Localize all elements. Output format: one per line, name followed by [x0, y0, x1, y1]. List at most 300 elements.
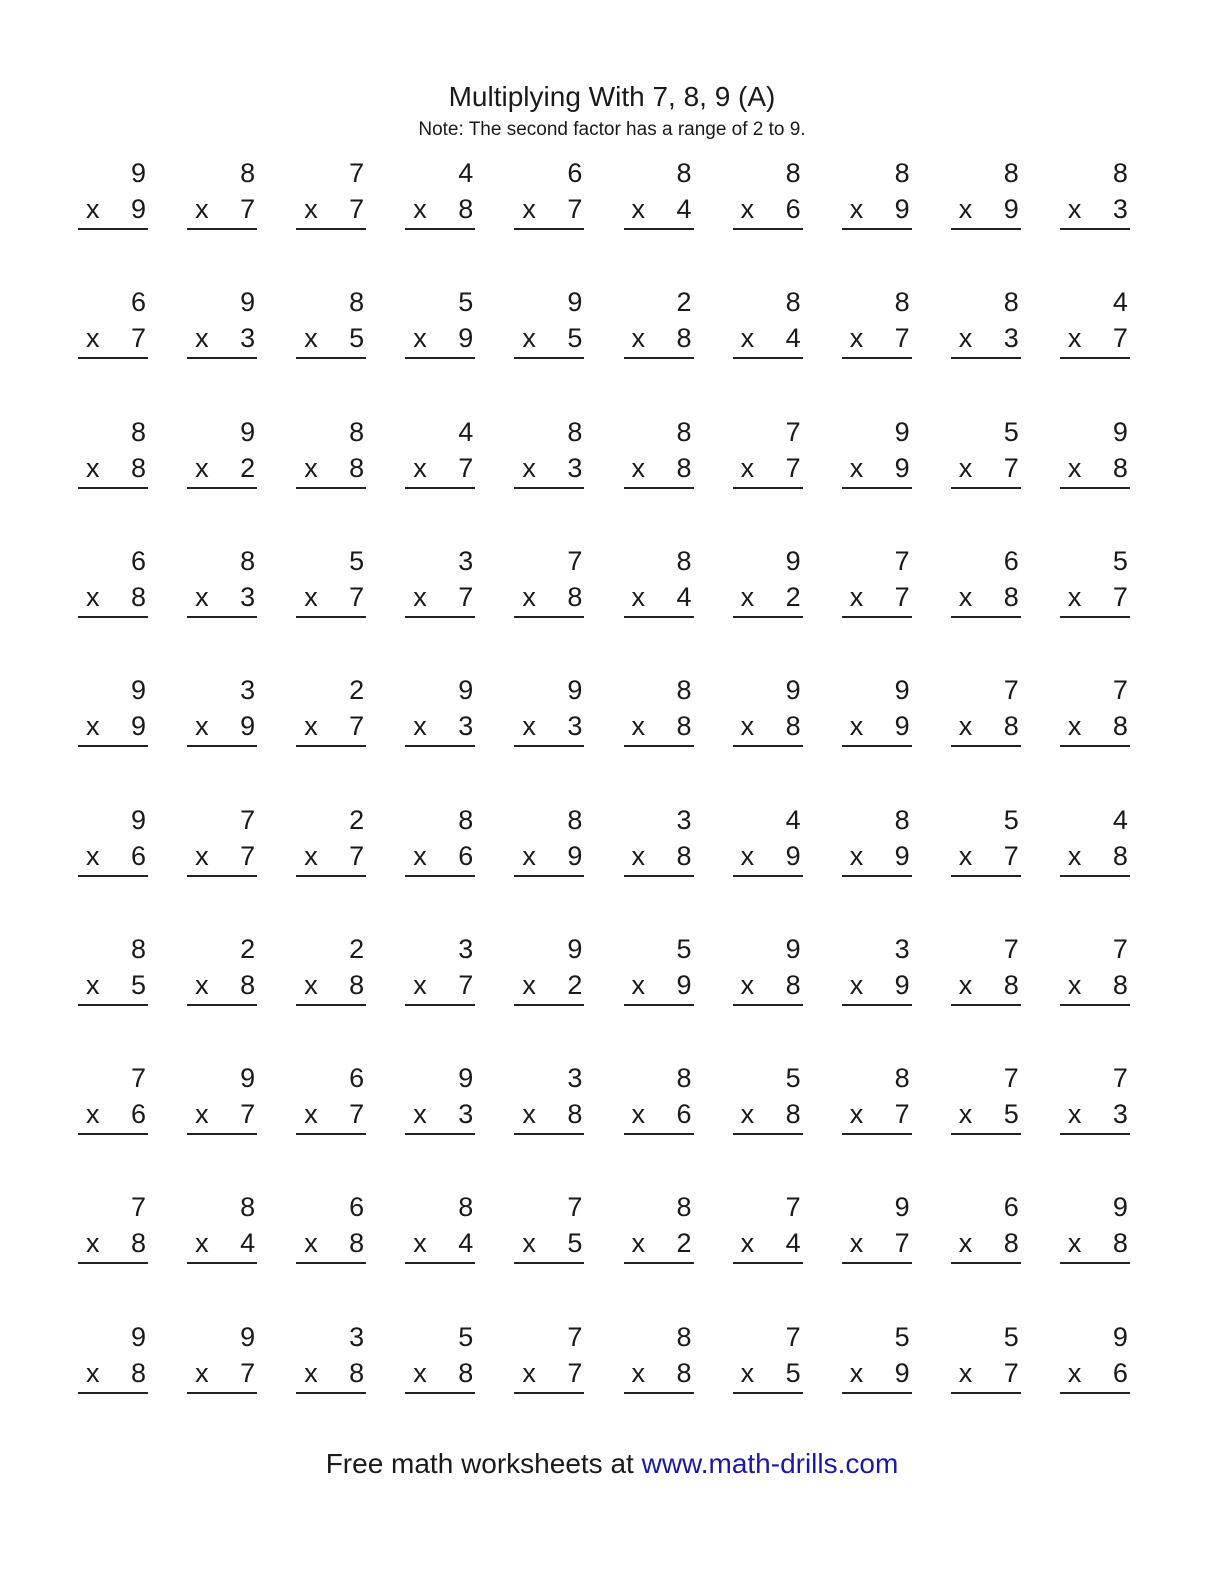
- second-factor-line: [296, 194, 366, 230]
- multiply-sign: x: [86, 1099, 100, 1130]
- problem: [842, 287, 912, 367]
- second-factor-line: [733, 1228, 803, 1264]
- problem: [733, 158, 803, 238]
- multiply-sign: x: [195, 452, 209, 483]
- multiply-sign: x: [849, 581, 864, 612]
- second-factor-line: [514, 194, 584, 230]
- problem: [187, 675, 257, 755]
- problem: [187, 546, 257, 626]
- first-factor: 7: [1112, 1063, 1128, 1094]
- first-factor: 5: [1003, 1321, 1019, 1352]
- first-factor: 8: [567, 804, 583, 835]
- problem: [78, 1063, 148, 1143]
- problem: [514, 417, 584, 497]
- multiply-sign: x: [1067, 1228, 1082, 1259]
- second-factor-line: [1060, 453, 1130, 489]
- second-factor-line: [187, 453, 257, 489]
- problem: [187, 287, 257, 367]
- first-factor: 8: [1112, 158, 1128, 188]
- problem: [514, 675, 584, 755]
- second-factor: 7: [567, 1357, 583, 1388]
- second-factor-line: [187, 841, 257, 877]
- second-factor: 8: [1112, 840, 1128, 871]
- multiply-sign: x: [304, 194, 318, 224]
- second-factor-line: [296, 970, 366, 1006]
- second-factor-line: [951, 323, 1021, 359]
- multiply-sign: x: [195, 1357, 209, 1388]
- problem: [187, 1063, 257, 1143]
- problem: [78, 1322, 148, 1402]
- multiply-sign: x: [413, 323, 427, 354]
- multiply-sign: x: [849, 1357, 864, 1388]
- second-factor-line: [514, 453, 584, 489]
- multiply-sign: x: [195, 581, 209, 612]
- problem: [78, 934, 148, 1014]
- second-factor-line: [296, 323, 366, 359]
- first-factor: 8: [676, 1192, 692, 1223]
- second-factor: 5: [785, 1357, 801, 1388]
- problem: [187, 417, 257, 497]
- problem: [842, 417, 912, 497]
- problem: [951, 1063, 1021, 1143]
- multiply-sign: x: [849, 194, 864, 224]
- multiply-sign: x: [195, 969, 209, 1000]
- first-factor: 8: [676, 416, 692, 447]
- first-factor: 8: [676, 1063, 692, 1094]
- second-factor: 7: [349, 711, 365, 742]
- problem: [1060, 934, 1130, 1014]
- problem: [624, 1063, 694, 1143]
- second-factor: 8: [1003, 711, 1019, 742]
- multiply-sign: x: [631, 840, 645, 871]
- second-factor-line: [624, 194, 694, 230]
- first-factor: 8: [676, 545, 692, 576]
- second-factor-line: [296, 1099, 366, 1135]
- problem: [733, 1192, 803, 1272]
- second-factor-line: [1060, 970, 1130, 1006]
- multiply-sign: x: [1067, 1357, 1082, 1388]
- multiply-sign: x: [522, 581, 536, 612]
- problem: [405, 287, 475, 367]
- problem: [624, 417, 694, 497]
- problem: [951, 805, 1021, 885]
- first-factor: 8: [894, 804, 910, 835]
- second-factor-line: [296, 841, 366, 877]
- problem: [1060, 158, 1130, 238]
- second-factor-line: [842, 453, 912, 489]
- first-factor: 9: [240, 416, 256, 447]
- first-factor: 7: [785, 416, 801, 447]
- multiply-sign: x: [740, 452, 755, 483]
- second-factor: 8: [1112, 711, 1128, 742]
- multiply-sign: x: [631, 1228, 645, 1259]
- multiply-sign: x: [522, 1228, 536, 1259]
- multiply-sign: x: [1067, 1099, 1082, 1130]
- problem: [78, 158, 148, 238]
- problem: [296, 1192, 366, 1272]
- first-factor: 8: [240, 545, 256, 576]
- first-factor: 8: [458, 1192, 474, 1223]
- problem: [842, 934, 912, 1014]
- first-factor: 9: [567, 933, 583, 964]
- second-factor-line: [514, 711, 584, 747]
- second-factor: 7: [458, 581, 474, 612]
- first-factor: 9: [894, 416, 910, 447]
- problem: [405, 1192, 475, 1272]
- page-title: Multiplying With 7, 8, 9 (A): [448, 81, 776, 112]
- first-factor: 9: [1112, 1321, 1128, 1352]
- first-factor: 6: [1003, 1192, 1019, 1223]
- second-factor: 3: [240, 581, 256, 612]
- first-factor: 9: [130, 675, 146, 706]
- second-factor-line: [951, 453, 1021, 489]
- multiply-sign: x: [740, 711, 755, 742]
- problem: [842, 805, 912, 885]
- second-factor: 9: [785, 840, 801, 871]
- footer-link[interactable]: www.math-drills.com: [641, 1448, 899, 1479]
- multiply-sign: x: [740, 1357, 755, 1388]
- multiply-sign: x: [958, 840, 973, 871]
- second-factor: 2: [240, 452, 256, 483]
- first-factor: 9: [894, 675, 910, 706]
- second-factor: 8: [1112, 969, 1128, 1000]
- second-factor: 7: [349, 581, 365, 612]
- second-factor: 8: [1112, 452, 1128, 483]
- second-factor-line: [951, 1099, 1021, 1135]
- multiply-sign: x: [195, 840, 209, 871]
- second-factor-line: [78, 194, 148, 230]
- second-factor: 9: [240, 711, 256, 742]
- second-factor: 7: [458, 452, 474, 483]
- second-factor-line: [842, 1228, 912, 1264]
- second-factor: 9: [130, 711, 146, 742]
- problem: [733, 1322, 803, 1402]
- problem: [514, 158, 584, 238]
- problem: [78, 417, 148, 497]
- second-factor: 6: [130, 840, 146, 871]
- first-factor: 2: [676, 287, 692, 318]
- problem: [951, 934, 1021, 1014]
- second-factor-line: [296, 1228, 366, 1264]
- second-factor: 3: [1003, 323, 1019, 354]
- first-factor: 2: [349, 933, 365, 964]
- first-factor: 8: [894, 287, 910, 318]
- second-factor-line: [842, 711, 912, 747]
- first-factor: 9: [567, 675, 583, 706]
- second-factor: 8: [567, 581, 583, 612]
- first-factor: 8: [894, 1063, 910, 1094]
- problem: [405, 417, 475, 497]
- second-factor: 8: [349, 1228, 365, 1259]
- second-factor-line: [951, 841, 1021, 877]
- problem: [187, 1322, 257, 1402]
- problem: [842, 158, 912, 238]
- multiply-sign: x: [849, 840, 864, 871]
- multiply-sign: x: [195, 711, 209, 742]
- first-factor: 7: [785, 1321, 801, 1352]
- multiply-sign: x: [740, 194, 755, 224]
- second-factor-line: [78, 711, 148, 747]
- problem: [405, 934, 475, 1014]
- second-factor-line: [624, 453, 694, 489]
- first-factor: 8: [785, 158, 801, 188]
- multiply-sign: x: [86, 194, 100, 224]
- second-factor: 8: [676, 840, 692, 871]
- problem: [624, 158, 694, 238]
- problem: [296, 805, 366, 885]
- first-factor: 9: [130, 1321, 146, 1352]
- multiply-sign: x: [304, 323, 318, 354]
- first-factor: 9: [785, 933, 801, 964]
- problem: [296, 1322, 366, 1402]
- second-factor: 8: [349, 452, 365, 483]
- first-factor: 5: [349, 545, 365, 576]
- problem: [405, 158, 475, 238]
- problem: [624, 805, 694, 885]
- second-factor: 7: [349, 194, 365, 224]
- second-factor-line: [733, 1358, 803, 1394]
- second-factor: 7: [240, 840, 256, 871]
- problem: [1060, 417, 1130, 497]
- first-factor: 5: [894, 1321, 910, 1352]
- second-factor-line: [405, 841, 475, 877]
- second-factor: 6: [676, 1099, 692, 1130]
- second-factor-line: [405, 453, 475, 489]
- second-factor: 9: [676, 969, 692, 1000]
- multiply-sign: x: [522, 840, 536, 871]
- second-factor-line: [624, 323, 694, 359]
- multiply-sign: x: [413, 1357, 427, 1388]
- second-factor-line: [405, 323, 475, 359]
- second-factor-line: [733, 582, 803, 618]
- first-factor: 7: [1003, 675, 1019, 706]
- multiply-sign: x: [413, 711, 427, 742]
- second-factor-line: [78, 1099, 148, 1135]
- multiply-sign: x: [1067, 452, 1082, 483]
- second-factor-line: [842, 582, 912, 618]
- first-factor: 9: [785, 675, 801, 706]
- problem: [951, 158, 1021, 238]
- second-factor-line: [514, 582, 584, 618]
- problem: [187, 805, 257, 885]
- multiply-sign: x: [195, 1228, 209, 1259]
- first-factor: 5: [458, 1321, 474, 1352]
- second-factor-line: [514, 841, 584, 877]
- multiply-sign: x: [1067, 969, 1082, 1000]
- second-factor: 6: [130, 1099, 146, 1130]
- second-factor-line: [78, 323, 148, 359]
- second-factor: 9: [894, 969, 910, 1000]
- second-factor: 9: [894, 194, 910, 224]
- multiply-sign: x: [86, 969, 100, 1000]
- second-factor: 9: [894, 711, 910, 742]
- second-factor-line: [514, 1099, 584, 1135]
- second-factor: 8: [1003, 581, 1019, 612]
- first-factor: 8: [567, 416, 583, 447]
- second-factor: 9: [567, 840, 583, 871]
- first-factor: 7: [1112, 675, 1128, 706]
- multiply-sign: x: [86, 840, 100, 871]
- multiply-sign: x: [86, 711, 100, 742]
- second-factor-line: [405, 1099, 475, 1135]
- first-factor: 8: [894, 158, 910, 188]
- second-factor: 9: [894, 1357, 910, 1388]
- problem: [1060, 1322, 1130, 1402]
- multiply-sign: x: [86, 323, 100, 354]
- page-note: Note: The second factor has a range of 2 to 9.: [418, 119, 806, 140]
- multiply-sign: x: [1067, 194, 1082, 224]
- second-factor-line: [733, 453, 803, 489]
- second-factor-line: [514, 1358, 584, 1394]
- second-factor: 8: [130, 452, 146, 483]
- first-factor: 4: [1112, 804, 1128, 835]
- second-factor-line: [624, 711, 694, 747]
- second-factor: 3: [240, 323, 256, 354]
- second-factor: 7: [1003, 840, 1019, 871]
- first-factor: 9: [1112, 416, 1128, 447]
- multiply-sign: x: [86, 452, 100, 483]
- second-factor: 8: [676, 1357, 692, 1388]
- first-factor: 7: [130, 1192, 146, 1223]
- first-factor: 7: [349, 158, 365, 188]
- problem: [405, 546, 475, 626]
- second-factor: 7: [349, 1099, 365, 1130]
- first-factor: 7: [130, 1063, 146, 1094]
- second-factor-line: [405, 1228, 475, 1264]
- first-factor: 9: [458, 675, 474, 706]
- second-factor-line: [296, 1358, 366, 1394]
- second-factor-line: [78, 1358, 148, 1394]
- first-factor: 9: [240, 1321, 256, 1352]
- multiply-sign: x: [958, 452, 973, 483]
- multiply-sign: x: [740, 1099, 755, 1130]
- second-factor-line: [78, 841, 148, 877]
- multiply-sign: x: [631, 194, 645, 224]
- multiply-sign: x: [304, 581, 318, 612]
- second-factor: 8: [785, 1099, 801, 1130]
- second-factor: 8: [130, 1357, 146, 1388]
- first-factor: 8: [676, 1321, 692, 1352]
- problem: [187, 1192, 257, 1272]
- first-factor: 4: [785, 804, 801, 835]
- first-factor: 8: [1003, 158, 1019, 188]
- first-factor: 3: [349, 1321, 365, 1352]
- problem: [78, 287, 148, 367]
- multiply-sign: x: [522, 194, 536, 224]
- second-factor-line: [1060, 194, 1130, 230]
- multiply-sign: x: [413, 840, 427, 871]
- second-factor: 7: [458, 969, 474, 1000]
- second-factor-line: [951, 194, 1021, 230]
- first-factor: 8: [785, 287, 801, 318]
- second-factor: 8: [240, 969, 256, 1000]
- second-factor: 2: [567, 969, 583, 1000]
- problem: [296, 287, 366, 367]
- multiply-sign: x: [631, 1357, 645, 1388]
- second-factor: 5: [567, 323, 583, 354]
- second-factor: 8: [458, 194, 474, 224]
- problem: [514, 1063, 584, 1143]
- multiply-sign: x: [522, 323, 536, 354]
- multiply-sign: x: [849, 452, 864, 483]
- multiply-sign: x: [849, 1228, 864, 1259]
- multiply-sign: x: [1067, 323, 1082, 354]
- second-factor: 9: [894, 840, 910, 871]
- first-factor: 9: [240, 1063, 256, 1094]
- problem: [296, 675, 366, 755]
- problem: [733, 417, 803, 497]
- problem: [733, 1063, 803, 1143]
- first-factor: 6: [1003, 545, 1019, 576]
- second-factor: 4: [676, 581, 692, 612]
- first-factor: 4: [1112, 287, 1128, 318]
- multiply-sign: x: [1067, 711, 1082, 742]
- second-factor-line: [624, 970, 694, 1006]
- second-factor-line: [78, 582, 148, 618]
- second-factor-line: [733, 1099, 803, 1135]
- multiply-sign: x: [631, 969, 645, 1000]
- second-factor: 4: [785, 323, 801, 354]
- first-factor: 8: [240, 1192, 256, 1223]
- second-factor: 9: [130, 194, 146, 224]
- second-factor: 9: [458, 323, 474, 354]
- multiply-sign: x: [631, 452, 645, 483]
- problem: [733, 287, 803, 367]
- second-factor: 8: [785, 969, 801, 1000]
- second-factor-line: [405, 970, 475, 1006]
- multiply-sign: x: [522, 452, 536, 483]
- problem: [296, 934, 366, 1014]
- problem: [951, 417, 1021, 497]
- second-factor: 2: [676, 1228, 692, 1259]
- multiply-sign: x: [86, 1357, 100, 1388]
- second-factor-line: [1060, 323, 1130, 359]
- first-factor: 9: [240, 287, 256, 318]
- second-factor-line: [951, 1228, 1021, 1264]
- multiply-sign: x: [740, 1228, 755, 1259]
- first-factor: 8: [130, 933, 146, 964]
- problem: [733, 675, 803, 755]
- first-factor: 2: [349, 804, 365, 835]
- second-factor: 3: [458, 1099, 474, 1130]
- first-factor: 9: [1112, 1192, 1128, 1223]
- second-factor-line: [514, 323, 584, 359]
- problem: [296, 1063, 366, 1143]
- first-factor: 9: [458, 1063, 474, 1094]
- first-factor: 4: [458, 158, 474, 188]
- first-factor: 9: [785, 545, 801, 576]
- second-factor-line: [187, 194, 257, 230]
- multiply-sign: x: [958, 1357, 973, 1388]
- first-factor: 5: [676, 933, 692, 964]
- multiply-sign: x: [304, 840, 318, 871]
- problem: [405, 1063, 475, 1143]
- multiply-sign: x: [304, 969, 318, 1000]
- second-factor: 5: [130, 969, 146, 1000]
- multiply-sign: x: [1067, 581, 1082, 612]
- second-factor: 8: [1003, 1228, 1019, 1259]
- first-factor: 3: [458, 545, 474, 576]
- second-factor: 7: [1112, 581, 1128, 612]
- first-factor: 6: [130, 545, 146, 576]
- second-factor-line: [624, 841, 694, 877]
- problem: [405, 805, 475, 885]
- second-factor: 5: [567, 1228, 583, 1259]
- problem: [842, 1322, 912, 1402]
- problem: [1060, 546, 1130, 626]
- first-factor: 6: [130, 287, 146, 318]
- multiply-sign: x: [413, 1099, 427, 1130]
